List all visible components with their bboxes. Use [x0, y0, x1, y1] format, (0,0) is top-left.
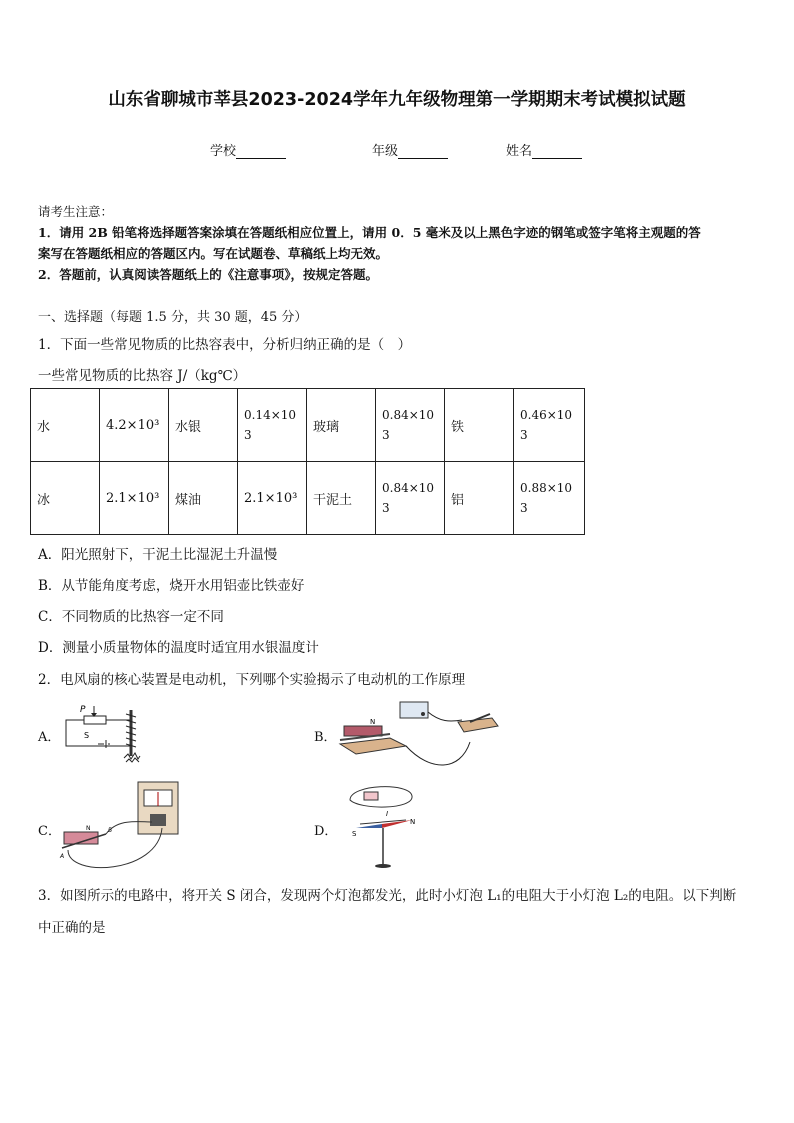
table-cell: 煤油 [169, 462, 238, 535]
q2-label-a: A． [38, 730, 61, 745]
table-cell: 2.1×10³ [238, 462, 307, 535]
notice-item-1a: 1．请用 2B 铅笔将选择题答案涂填在答题纸相应位置上，请用 0．5 毫米及以上黑色字迹的钢笔或签字笔将主观题的答 [38, 225, 701, 240]
table-cell [514, 389, 585, 462]
label-b: B [108, 827, 113, 834]
battery [364, 792, 378, 800]
label-n: N [86, 825, 91, 832]
table-cell: 2.1×10³ [100, 462, 169, 535]
page-title: 山东省聊城市莘县2023-2024学年九年级物理第一学期期末考试模拟试题 [108, 90, 686, 110]
notice-item-2: 2．答题前，认真阅读答题纸上的《注意事项》，按规定答题。 [38, 267, 378, 282]
cell-value: 0.46×10 [520, 408, 573, 422]
table-row [31, 462, 585, 535]
q1-stem: 1．下面一些常见物质的比热容表中，分析归纳正确的是（ ） [38, 337, 412, 353]
label-s: S [84, 731, 90, 740]
figure-b-motor-principle [330, 692, 510, 772]
wire [406, 742, 470, 765]
q1-option-b: B．从节能角度考虑，烧开水用铝壶比铁壶好 [38, 578, 305, 594]
switch-base [458, 718, 498, 732]
table-row [31, 389, 585, 462]
specific-heat-table [30, 388, 585, 535]
table-cell: 干泥土 [307, 462, 376, 535]
section-heading: 一、选择题（每题 1.5 分，共 30 题，45 分） [38, 310, 308, 325]
magnet [344, 726, 382, 736]
cell-exponent: 3 [244, 428, 252, 442]
figure-a-electromagnet [60, 700, 160, 770]
q2-label-d: D． [314, 824, 338, 839]
table-cell: 玻璃 [307, 389, 376, 462]
notice-item-1b: 案写在答题纸相应的答题区内。写在试题卷、草稿纸上均无效。 [38, 246, 389, 261]
q1-caption: 一些常见物质的比热容 J/（kg℃） [38, 368, 247, 384]
table-cell [238, 389, 307, 462]
school-field [210, 140, 286, 159]
wire-loop [350, 787, 412, 807]
school-blank [236, 144, 286, 159]
name-label: 姓名 [506, 144, 533, 159]
wire [428, 712, 462, 721]
label-s: S [352, 830, 357, 838]
table-cell: 水 [31, 389, 100, 462]
table-cell: 铁 [445, 389, 514, 462]
q1-option-a: A．阳光照射下，干泥土比湿泥土升温慢 [38, 547, 278, 563]
label-n: N [370, 718, 376, 726]
table-cell: 铝 [445, 462, 514, 535]
q2-label-c: C． [38, 824, 61, 839]
label-n: N [410, 818, 416, 826]
label-i: I [386, 810, 389, 818]
name-blank [532, 144, 582, 159]
wooden-base [340, 738, 406, 754]
label-a: A [60, 853, 65, 860]
cell-exponent: 3 [520, 428, 528, 442]
grade-field [372, 140, 448, 159]
figure-c-induction [58, 778, 188, 874]
compass-needle-south [356, 824, 382, 828]
name-field [506, 140, 582, 159]
table-cell: 4.2×10³ [100, 389, 169, 462]
q3-stem-line1: 3．如图所示的电路中，将开关 S 闭合，发现两个灯泡都发光，此时小灯泡 L₁的电阻大于小灯泡 L₂的电阻。以下判断 [38, 888, 737, 904]
table-cell [376, 462, 445, 535]
figure-d-oersted [340, 780, 440, 872]
label-p: P [80, 705, 86, 715]
terminal [421, 712, 425, 716]
galvanometer-terminals [150, 814, 166, 826]
q2-stem: 2．电风扇的核心装置是电动机，下列哪个实验揭示了电动机的工作原理 [38, 672, 466, 688]
cell-value: 0.88×10 [520, 481, 573, 495]
cell-value: 0.14×10 [244, 408, 297, 422]
table-cell [514, 462, 585, 535]
rheostat [84, 716, 106, 724]
cell-value: 0.84×10 [382, 408, 435, 422]
stand-base [375, 864, 391, 868]
iron-filings [126, 758, 139, 762]
q3-stem-line2: 中正确的是 [38, 920, 106, 936]
cell-value: 0.84×10 [382, 481, 435, 495]
q1-option-c: C．不同物质的比热容一定不同 [38, 609, 224, 625]
q2-label-b: B． [314, 730, 337, 745]
cell-exponent: 3 [382, 501, 390, 515]
table-cell: 冰 [31, 462, 100, 535]
q1-option-d: D．测量小质量物体的温度时适宜用水银温度计 [38, 640, 319, 656]
grade-label: 年级 [372, 144, 399, 159]
table-cell: 水银 [169, 389, 238, 462]
cell-exponent: 3 [382, 428, 390, 442]
table-cell [376, 389, 445, 462]
school-label: 学校 [210, 144, 237, 159]
notice-heading: 请考生注意： [38, 204, 114, 219]
cell-exponent: 3 [520, 501, 528, 515]
grade-blank [398, 144, 448, 159]
